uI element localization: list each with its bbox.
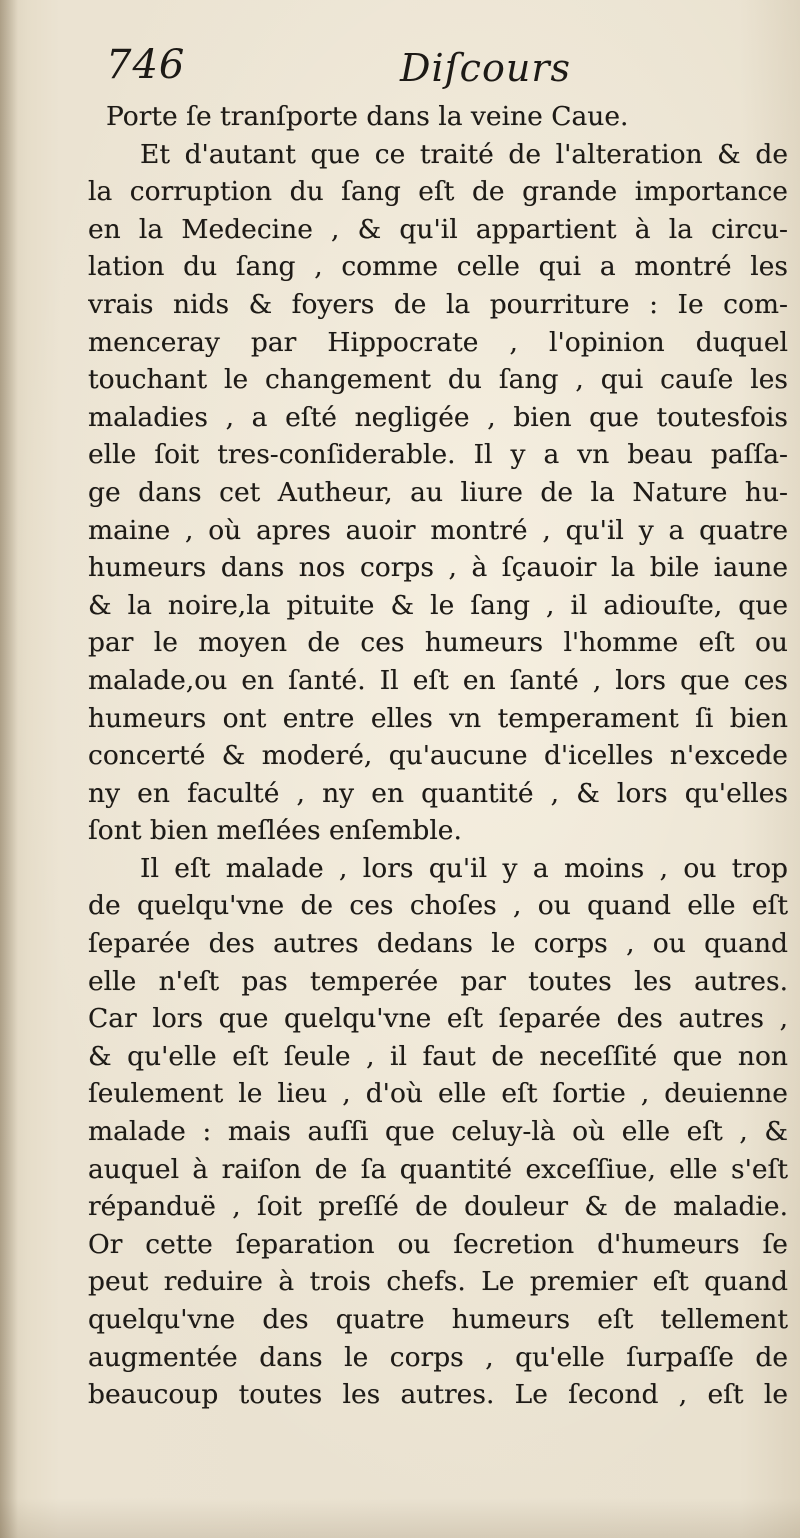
text-line: peut reduire à trois chefs. Le premier eſt quand xyxy=(88,1266,788,1298)
text-line: malade,ou en ſanté. Il eſt en ſanté , lors que ces xyxy=(88,664,788,696)
text-line: humeurs ont entre elles vn temperament ſi bien xyxy=(88,702,788,734)
text-line: maladies , a eſté negligée , bien que toutesfois xyxy=(88,401,788,433)
text-line: vrais nids & foyers de la pourriture : Ie com- xyxy=(88,288,788,320)
gutter-shadow xyxy=(0,0,18,1538)
text-line: de quelqu'vne de ces choſes , ou quand elle eſt xyxy=(88,890,788,922)
text-line: Porte ſe tranſporte dans la veine Caue. xyxy=(106,101,629,132)
page-header xyxy=(106,42,776,102)
page-edge-shade xyxy=(0,1498,800,1538)
text-line: en la Medecine , & qu'il appartient à la circu- xyxy=(88,213,788,245)
text-line: Or cette ſeparation ou ſecretion d'humeurs ſe xyxy=(88,1228,788,1260)
text-line: Il eſt malade , lors qu'il y a moins , ou trop xyxy=(140,852,788,884)
text-line: humeurs dans nos corps , à ſçauoir la bile iaune xyxy=(88,552,788,584)
text-line: beaucoup toutes les autres. Le ſecond , eſt le xyxy=(88,1379,788,1411)
text-line: Car lors que quelqu'vne eſt ſeparée des autres , xyxy=(88,1003,788,1035)
text-line: maine , où apres auoir montré , qu'il y a quatre xyxy=(88,514,788,546)
text-line: ſeulement le lieu , d'où elle eſt ſortie , deuienne xyxy=(88,1078,788,1110)
text-line: répanduë , ſoit preſſé de douleur & de maladie. xyxy=(88,1191,788,1223)
text-line: la corruption du ſang eſt de grande importance xyxy=(88,176,788,208)
text-line: augmentée dans le corps , qu'elle ſurpaſſe de xyxy=(88,1341,788,1373)
text-line: par le moyen de ces humeurs l'homme eſt ou xyxy=(88,627,788,659)
text-line: quelqu'vne des quatre humeurs eſt tellement xyxy=(88,1304,788,1335)
text-line: ſont bien meſlées enſemble. xyxy=(88,815,462,847)
text-line: touchant le changement du ſang , qui cauſe les xyxy=(88,364,788,396)
text-line: malade : mais auſſi que celuy-là où elle eſt , & xyxy=(88,1116,788,1148)
text-line: elle ſoit tres-conſiderable. Il y a vn beau paſſa- xyxy=(88,439,788,471)
text-line: & qu'elle eſt ſeule , il faut de neceſſité que non xyxy=(88,1040,788,1072)
text-line: menceray par Hippocrate , l'opinion duquel xyxy=(88,326,788,358)
text-line: elle n'eſt pas temperée par toutes les autres. xyxy=(88,965,788,997)
text-line: Et d'autant que ce traité de l'alteration & de xyxy=(140,138,788,170)
running-head: Diſcours xyxy=(400,46,571,90)
page-number: 746 xyxy=(106,42,186,88)
text-line: lation du ſang , comme celle qui a montré les xyxy=(88,251,788,283)
text-line: ge dans cet Autheur, au liure de la Nature hu- xyxy=(88,476,788,508)
body-text xyxy=(88,98,788,1414)
text-line: ny en faculté , ny en quantité , & lors qu'elles xyxy=(88,777,788,809)
text-line: auquel à raiſon de ſa quantité exceſſiue, elle s'eſt xyxy=(88,1153,788,1185)
text-line: concerté & moderé, qu'aucune d'icelles n'excede xyxy=(88,740,788,772)
text-line: & la noire,la pituite & le ſang , il adiouſte, que xyxy=(88,589,788,621)
text-line: ſeparée des autres dedans le corps , ou quand xyxy=(88,928,788,960)
